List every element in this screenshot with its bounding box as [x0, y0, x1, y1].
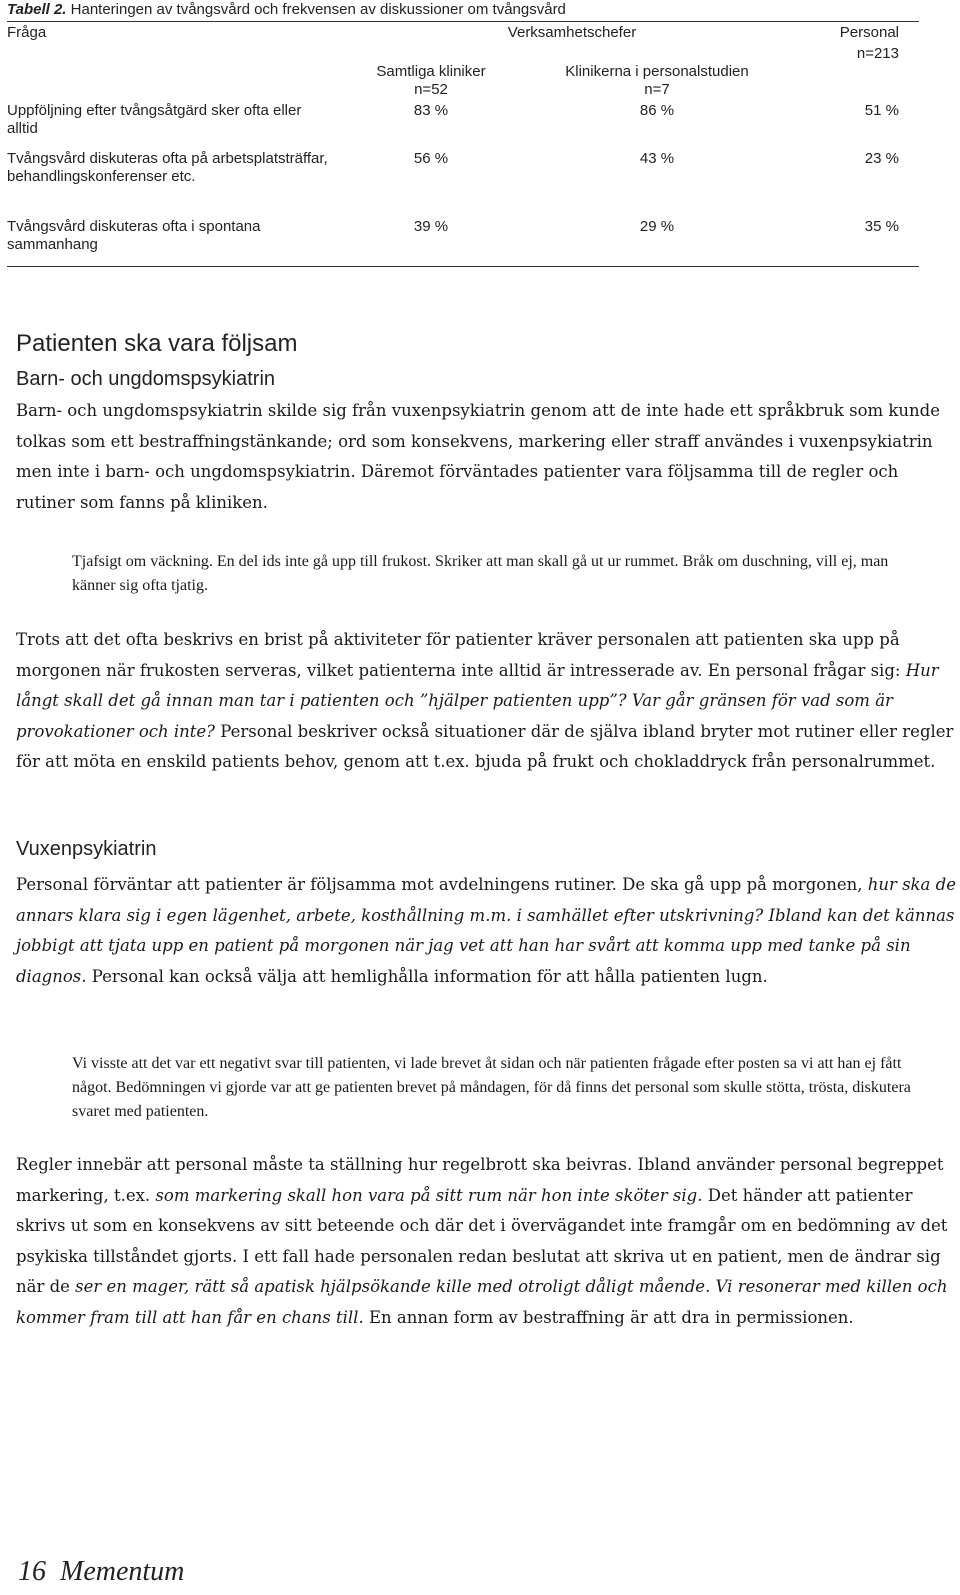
- table-row-3-all-clinics: 39 %: [413, 218, 449, 235]
- table-row-3-question: Tvångsvård diskuteras ofta i spontana sammanhang: [7, 218, 261, 253]
- table-row-2-all-clinics: 56 %: [413, 150, 449, 167]
- table-top-rule: [7, 21, 919, 22]
- paragraph-2-text-a: Trots att det ofta beskrivs en brist på aktiviteter för patienter kräver personalen att patienten ska upp på morgonen när frukosten serveras, vilket patienterna inte alltid är intresserade av. En personal frågar sig:: [16, 630, 906, 680]
- header-study-clinics: Klinikerna i personalstudien: [565, 63, 749, 80]
- paragraph-4-text-c: En annan form av bestraffning är att dra in permissionen.: [363, 1307, 854, 1327]
- paragraph-2: [16, 625, 956, 778]
- table-row-1-study-clinics: 86 %: [639, 102, 675, 119]
- quote-2: Vi visste att det var ett negativt svar till patienten, vi lade brevet åt sidan och när patienten frågade efter posten sa vi att han ej fått något. Bedömningen vi gjorde var att ge patienten brevet på måndagen, för då finns det personal som skulle stötta, trösta, diskutera svaret med patienten.: [72, 1055, 911, 1120]
- table-row-1-question: Uppföljning efter tvångsåtgärd sker ofta eller alltid: [7, 102, 302, 137]
- table-row-3-study-clinics: 29 %: [639, 218, 675, 235]
- subheading-adult-psychiatry: Vuxenpsykiatrin: [16, 838, 157, 860]
- header-all-clinics: Samtliga kliniker: [376, 63, 486, 80]
- quote-1: Tjafsigt om väckning. En del ids inte gå upp till frukost. Skriker att man skall gå ut ur rummet. Bråk om duschning, vill ej, man känner sig ofta tjatig.: [72, 553, 889, 594]
- paragraph-1: Barn- och ungdomspsykiatrin skilde sig från vuxenpsykiatrin genom att de inte hade ett språkbruk som kunde tolkas som ett bestraffningstänkande; ord som konsekvens, markering eller straff användes i vuxenpsykiatrin men inte i barn- och ungdomspsykiatrin. Däremot förväntades patienter vara följsamma till de regler och rutiner som fanns på kliniken.: [16, 401, 941, 512]
- paragraph-4-text-b: Det händer att patienter skrivs ut som en konsekvens av sitt beteende och där det i övervägandet inte framgår om en bedömning av det psykiska tillståndet gjorts. I ett fall hade personalen redan beslutat att skriva ut en patient, men de ändrar sig när de: [16, 1185, 948, 1296]
- paragraph-3-quote: hur ska de annars klara sig i egen lägenhet, arbete, kosthållning m.m. i samhället efter utskrivning? Ibland kan det kännas jobbigt att tjata upp en patient på morgonen när jag vet att han har svårt att komma upp med tanke på sin diagnos.: [16, 875, 956, 986]
- table-caption: [7, 0, 919, 21]
- page-number: 16: [18, 1556, 46, 1587]
- header-staff-n: n=213: [856, 45, 899, 62]
- table-row-3-staff: 35 %: [864, 218, 899, 235]
- table-caption-label: Tabell 2.: [7, 1, 67, 18]
- section-title: Patienten ska vara följsam: [16, 330, 298, 357]
- table-row-2-staff: 23 %: [864, 150, 899, 167]
- page-footer: [18, 1556, 184, 1588]
- table-row-1-staff: 51 %: [864, 102, 899, 119]
- table-row-2-study-clinics: 43 %: [639, 150, 675, 167]
- paragraph-4: [16, 1150, 956, 1333]
- paragraph-4-quote-2: ser en mager, rätt så apatisk hjälpsökande kille med otroligt dåligt mående. Vi resonerar med killen och kommer fram till att han får en chans till.: [16, 1277, 948, 1327]
- publication-name: Mementum: [60, 1556, 185, 1587]
- paragraph-4-quote-1: som markering skall hon vara på sitt rum när hon inte sköter sig.: [155, 1185, 703, 1205]
- paragraph-2-text-b: Personal beskriver också situationer där de själva ibland bryter mot rutiner eller regler för att möta en enskild patients behov, genom att t.ex. bjuda på frukt och chokladdryck från personalrummet.: [16, 721, 954, 771]
- table-bottom-rule: [7, 266, 919, 267]
- paragraph-3-text-a: Personal förväntar att patienter är följsamma mot avdelningens rutiner. De ska gå upp på morgonen,: [16, 875, 868, 894]
- table-row-2-question: Tvångsvård diskuteras ofta på arbetsplatsträffar, behandlingskonferenser etc.: [7, 150, 328, 185]
- paragraph-2-quote: Hur långt skall det gå innan man tar i patienten och ”hjälper patienten upp”? Var går gränsen för vad som är provokationer och inte?: [16, 660, 939, 741]
- data-table: [7, 0, 919, 253]
- header-question: Fråga: [7, 24, 47, 41]
- paragraph-3-text-b: Personal kan också välja att hemlighålla information för att hålla patienten lugn.: [86, 966, 768, 986]
- header-managers: Verksamhetschefer: [507, 24, 637, 41]
- header-staff: Personal: [839, 24, 899, 41]
- paragraph-3: [16, 870, 956, 992]
- paragraph-4-text-a: Regler innebär att personal måste ta ställning hur regelbrott ska beivras. Ibland använder personal begreppet markering, t.ex.: [16, 1155, 944, 1205]
- table-caption-text: Hanteringen av tvångsvård och frekvensen av diskussioner om tvångsvård: [70, 1, 566, 18]
- subheading-child-psychiatry: Barn- och ungdomspsykiatrin: [16, 368, 276, 390]
- header-all-clinics-n: n=52: [414, 81, 448, 98]
- table-row-1-all-clinics: 83 %: [413, 102, 449, 119]
- header-study-clinics-n: n=7: [644, 81, 670, 98]
